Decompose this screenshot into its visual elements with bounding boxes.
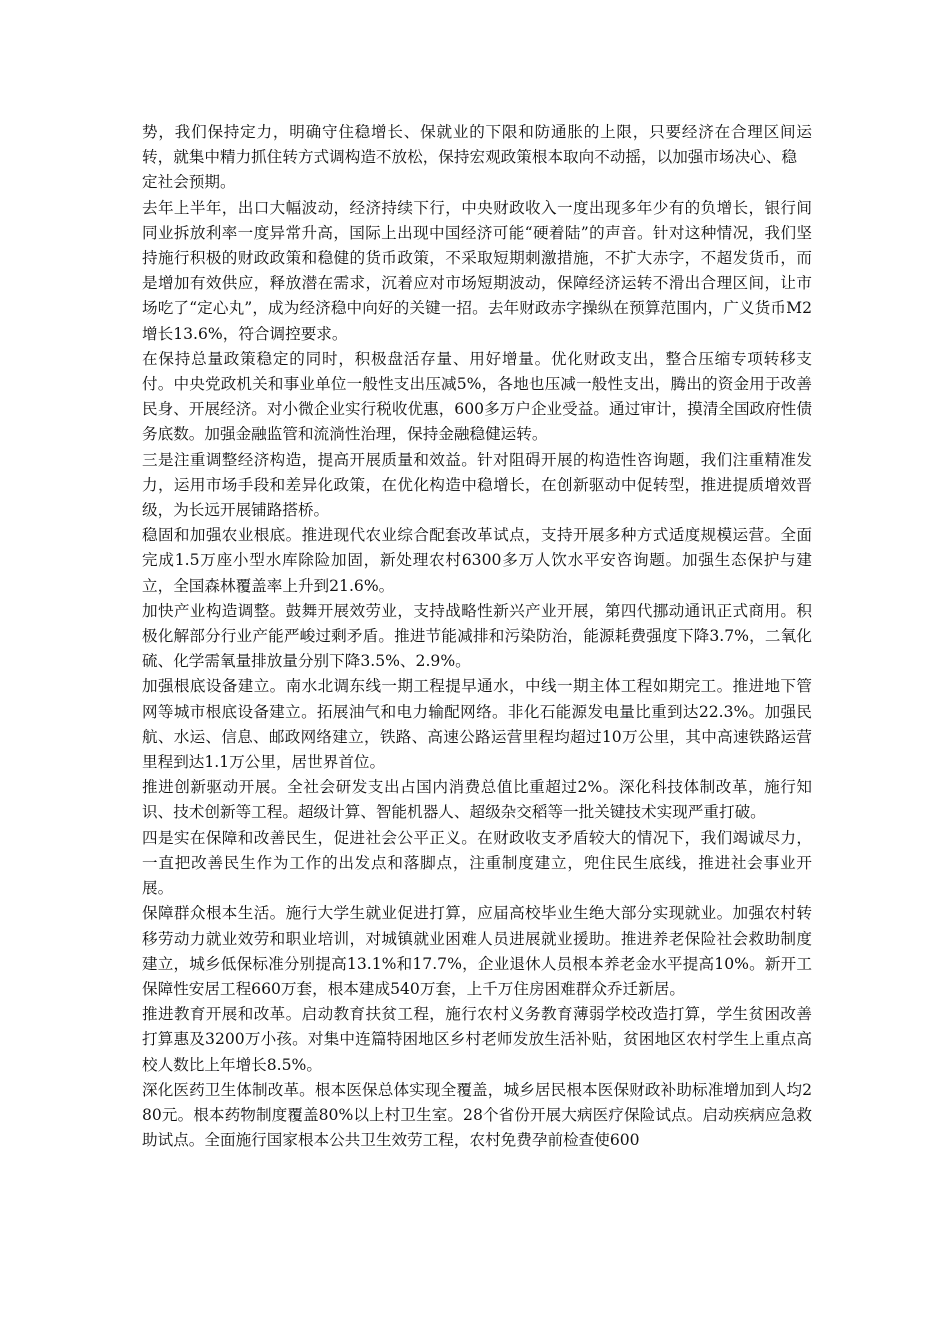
paragraph: 保障群众根本生活。施行大学生就业促进打算，应届高校毕业生绝大部分实现就业。加强农村转移劳动力就业效劳和职业培训，对城镇就业困难人员进展就业援助。推进养老保险社会救助制度建立，城乡低保标准分别提高13.1%和17.7%，企业退休人员根本养老金水平提高10%。新开工保障性安居工程660万套，根本建成540万套，上千万住房困难群众乔迁新居。 [142,904,812,998]
paragraph: 推进教育开展和改革。启动教育扶贫工程，施行农村义务教育薄弱学校改造打算，学生贫困改善打算惠及3200万小孩。对集中连篇特困地区乡村老师发放生活补贴，贫困地区农村学生上重点高校人数比上年增长8.5%。 [142,1005,812,1074]
paragraph: 四是实在保障和改善民生，促进社会公平正义。在财政收支矛盾较大的情况下，我们竭诚尽力，一直把改善民生作为工作的出发点和落脚点，注重制度建立，兜住民生底线，推进社会事业开展。 [142,828,812,898]
paragraph: 三是注重调整经济构造，提高开展质量和效益。针对阻碍开展的构造性咨询题，我们注重精准发力，运用市场手段和差异化政策，在优化构造中稳增长，在创新驱动中促转型，推进提质增效晋级，为长远开展铺路搭桥。 [142,450,812,520]
paragraph: 在保持总量政策稳定的同时，积极盘活存量、用好增量。优化财政支出，整合压缩专项转移支付。中央党政机关和事业单位一般性支出压减5%，各地也压减一般性支出，腾出的资金用于改善民身、开展经济。对小微企业实行税收优惠，600多万户企业受益。通过审计，摸清全国政府性债务底数。加强金融监管和流淌性治理，保持金融稳健运转。 [142,349,812,444]
paragraph: 稳固和加强农业根底。推进现代农业综合配套改革试点，支持开展多种方式适度规模运营。全面完成1.5万座小型水库除险加固，新处理农村6300多万人饮水平安咨询题。加强生态保护与建立，全国森林覆盖率上升到21.6%。 [142,526,812,595]
paragraph: 势，我们保持定力，明确守住稳增长、保就业的下限和防通胀的上限，只要经济在合理区间运转，就集中精力抓住转方式调构造不放松，保持宏观政策根本取向不动摇，以加强市场决心、稳 定社会预期。 [142,123,812,192]
paragraph: 去年上半年，出口大幅波动，经济持续下行，中央财政收入一度出现多年少有的负增长，银行间同业拆放利率一度异常升高，国际上出现中国经济可能“硬着陆”的声音。针对这种情况，我们坚持施行积极的财政政策和稳健的货币政策，不采取短期刺激措施，不扩大赤字，不超发货币，而是增加有效供应，释放潜在需求，沉着应对市场短期波动，保障经济运转不滑出合理区间，让市场吃了“定心丸”，成为经济稳中向好的关键一招。去年财政赤字操纵在预算范围内，广义货币M2增长13.6%，符合调控要求。 [142,198,812,343]
paragraph: 推进创新驱动开展。全社会研发支出占国内消费总值比重超过2%。深化科技体制改革，施行知识、技术创新等工程。超级计算、智能机器人、超级杂交稻等一批关键技术实现严重打破。 [142,778,812,822]
paragraph: 加快产业构造调整。鼓舞开展效劳业，支持战略性新兴产业开展，第四代挪动通讯正式商用。积极化解部分行业产能严峻过剩矛盾。推进节能减排和污染防治，能源耗费强度下降3.7%，二氧化硫、化学需氧量排放量分别下降3.5%、2.9%。 [142,601,812,671]
paragraph: 深化医药卫生体制改革。根本医保总体实现全覆盖，城乡居民根本医保财政补助标准增加到人均280元。根本药物制度覆盖80%以上村卫生室。28个省份开展大病医疗保险试点。启动疾病应急救助试点。全面施行国家根本公共卫生效劳工程，农村免费孕前检查使600 [142,1080,812,1150]
paragraph: 加强根底设备建立。南水北调东线一期工程提早通水，中线一期主体工程如期完工。推进地下管网等城市根底设备建立。拓展油气和电力输配网络。非化石能源发电量比重到达22.3%。加强民航、水运、信息、邮政网络建立，铁路、高速公路运营里程均超过10万公里，其中高速铁路运营里程到达1.1万公里，居世界首位。 [142,677,812,772]
document-body [142,120,812,1153]
